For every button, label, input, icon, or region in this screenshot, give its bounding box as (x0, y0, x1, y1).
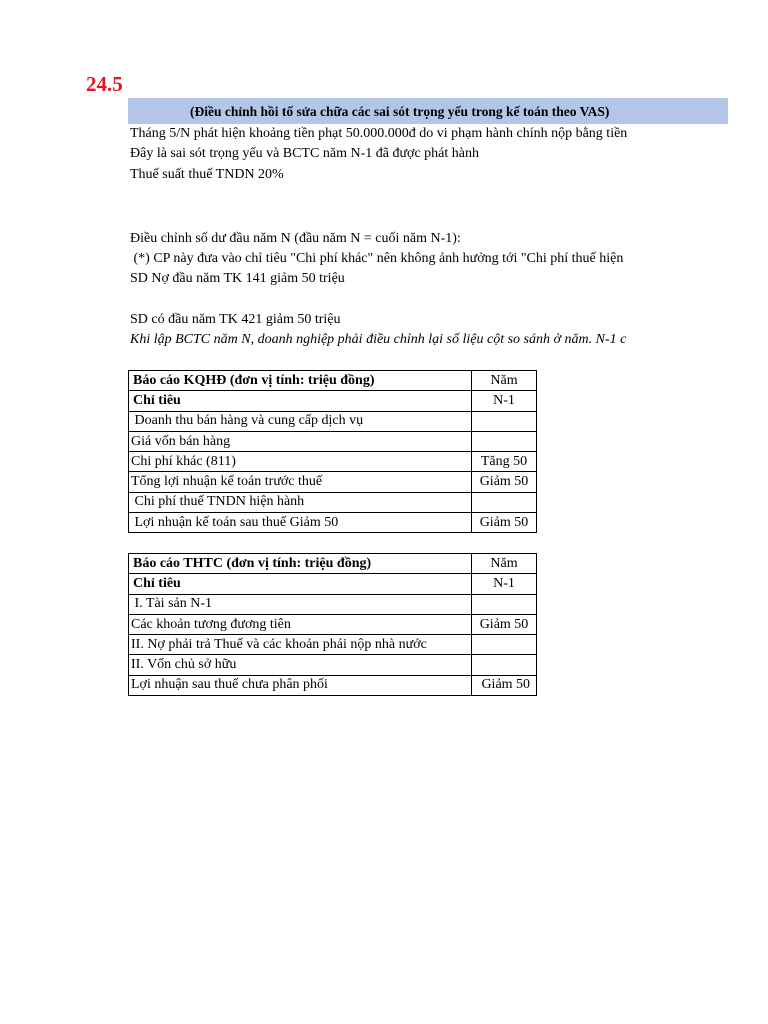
kqhd-table (128, 370, 537, 533)
table-cell-label: Chi phí khác (811) (129, 452, 472, 472)
table-cell-value (472, 635, 537, 655)
table-row (129, 452, 537, 472)
adjust-line-1: Điều chỉnh số dư đầu năm N (đầu năm N = cuối năm N-1): (130, 231, 461, 246)
table-row (129, 675, 537, 695)
table-cell-value: Giảm 50 (472, 513, 537, 533)
table-cell-label: I. Tài sản N-1 (129, 594, 472, 614)
kqhd-header: Báo cáo KQHĐ (đơn vị tính: triệu đồng) (129, 371, 472, 391)
thtc-col-header: Năm (472, 554, 537, 574)
thtc-sub-col: N-1 (472, 574, 537, 594)
intro-line-3: Thuế suất thuế TNDN 20% (130, 167, 284, 182)
thtc-sub-header: Chỉ tiêu (129, 574, 472, 594)
table-row (129, 574, 537, 594)
italic-note: Khi lập BCTC năm N, doanh nghiệp phải điều chỉnh lại số liệu cột so sánh ở năm. N-1 c (130, 332, 627, 347)
table-row (129, 554, 537, 574)
table-cell-value: Tăng 50 (472, 452, 537, 472)
adjust-line-2: (*) CP này đưa vào chỉ tiêu "Chi phí khác" nên không ảnh hưởng tới "Chi phí thuế hiện (130, 251, 624, 266)
thtc-table (128, 553, 537, 696)
credit-line: SD có đầu năm TK 421 giảm 50 triệu (130, 312, 341, 327)
table-cell-value: Giảm 50 (472, 675, 537, 695)
thtc-header: Báo cáo THTC (đơn vị tính: triệu đồng) (129, 554, 472, 574)
table-row (129, 411, 537, 431)
table-cell-value (472, 492, 537, 512)
kqhd-sub-col: N-1 (472, 391, 537, 411)
table-cell-label: Tổng lợi nhuận kế toán trước thuế (129, 472, 472, 492)
intro-line-2: Đây là sai sót trọng yếu và BCTC năm N-1 đã được phát hành (130, 146, 479, 161)
table-cell-label: II. Vốn chủ sở hữu (129, 655, 472, 675)
banner-title: (Điều chỉnh hồi tố sửa chữa các sai sót trọng yếu trong kế toán theo VAS) (190, 104, 610, 119)
table-row (129, 492, 537, 512)
kqhd-sub-header: Chỉ tiêu (129, 391, 472, 411)
table-cell-label: Các khoản tương đương tiên (129, 614, 472, 634)
table-cell-label: Chi phí thuế TNDN hiện hành (129, 492, 472, 512)
table-row (129, 391, 537, 411)
table-cell-label: Giá vốn bán hàng (129, 431, 472, 451)
table-cell-label: Lợi nhuận sau thuế chưa phân phối (129, 675, 472, 695)
table-cell-value (472, 594, 537, 614)
table-row (129, 371, 537, 391)
table-cell-label: Lợi nhuận kế toán sau thuế Giảm 50 (129, 513, 472, 533)
section-number: 24.5 (86, 72, 123, 96)
table-row (129, 513, 537, 533)
table-row (129, 655, 537, 675)
table-cell-value (472, 655, 537, 675)
intro-line-1: Tháng 5/N phát hiện khoảng tiền phạt 50.000.000đ do vi phạm hành chính nộp bằng tiền (130, 126, 628, 141)
table-cell-value: Giảm 50 (472, 614, 537, 634)
table-cell-value: Giảm 50 (472, 472, 537, 492)
table-row (129, 472, 537, 492)
adjust-line-3: SD Nợ đầu năm TK 141 giảm 50 triệu (130, 271, 345, 286)
table-cell-value (472, 431, 537, 451)
table-cell-label: II. Nợ phải trả Thuế và các khoản phải nộp nhà nước (129, 635, 472, 655)
table-row (129, 431, 537, 451)
table-row (129, 635, 537, 655)
table-cell-label: Doanh thu bán hàng và cung cấp dịch vụ (129, 411, 472, 431)
table-row (129, 594, 537, 614)
table-cell-value (472, 411, 537, 431)
table-row (129, 614, 537, 634)
kqhd-col-header: Năm (472, 371, 537, 391)
